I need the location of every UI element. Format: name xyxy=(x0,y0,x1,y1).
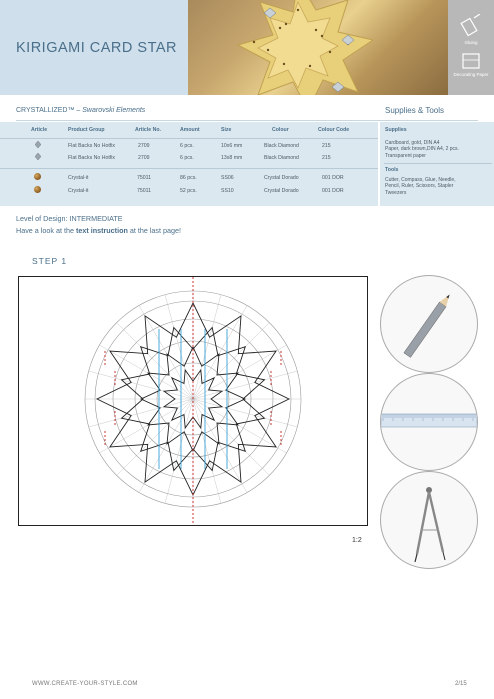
guide-ray xyxy=(117,323,193,399)
star-template-svg xyxy=(19,277,367,525)
ruler-icon xyxy=(381,374,477,470)
guide-ray xyxy=(89,399,193,427)
guide-ray xyxy=(193,399,269,475)
table-cell: 001 DOR xyxy=(322,188,344,194)
instruction-post: at the last page! xyxy=(127,226,182,235)
pencil-icon xyxy=(381,276,477,372)
table-cell: 2709 xyxy=(138,155,150,161)
table-cell: 10x6 mm xyxy=(221,143,243,149)
table-divider xyxy=(0,138,378,139)
page-title: KIRIGAMI CARD STAR xyxy=(16,40,177,56)
guide-ray xyxy=(89,371,193,399)
swarovski-subtitle: – Swarovski Elements xyxy=(74,107,146,114)
page-number: 2/15 xyxy=(455,681,467,687)
level-of-design: Level of Design: INTERMEDIATE xyxy=(16,214,123,223)
table-divider xyxy=(0,168,378,169)
decorating-paper-label: Decorating Paper xyxy=(453,72,489,77)
guide-ray xyxy=(117,399,193,475)
compass-icon xyxy=(381,472,477,568)
star-template-drawing xyxy=(18,276,368,526)
guide-ray xyxy=(193,399,221,503)
compass-illustration xyxy=(380,471,478,569)
table-cell: Black Diamond xyxy=(264,155,299,161)
black-diamond-gem-icon xyxy=(35,141,41,148)
table-cell: Crystal Dorado xyxy=(264,175,299,181)
scale-label: 1:2 xyxy=(352,537,362,544)
star-photo xyxy=(188,0,448,95)
pencil-illustration xyxy=(380,275,478,373)
table-cell: 52 pcs. xyxy=(180,188,197,194)
gold-star-image xyxy=(198,0,398,95)
table-cell: Crystal-it xyxy=(68,175,89,181)
supplies-panel xyxy=(380,122,494,206)
supplies-list xyxy=(385,140,489,159)
supplies-title: Supplies xyxy=(385,127,407,133)
tools-title: Tools xyxy=(385,167,399,173)
table-cell: 6 pcs. xyxy=(180,143,194,149)
col-header-article-no: Article No. xyxy=(135,127,161,133)
table-cell: SS06 xyxy=(221,175,234,181)
table-cell: 6 pcs. xyxy=(180,155,194,161)
table-cell: 75011 xyxy=(137,188,152,194)
table-cell: 215 xyxy=(322,143,331,149)
tool-item: Pencil, Ruler, Scissors, Stapler xyxy=(385,183,454,190)
crystallized-brand: CRYSTALLIZED™ xyxy=(16,107,75,114)
col-header-article: Article xyxy=(31,127,48,133)
table-cell: 75011 xyxy=(137,175,152,181)
table-cell: SS10 xyxy=(221,188,234,194)
guide-ray xyxy=(193,399,297,427)
supply-item: Cardboard, gold, DIN A4 xyxy=(385,140,440,146)
crystallized-heading xyxy=(16,107,145,114)
black-diamond-gem-icon xyxy=(35,153,41,160)
col-header-size: Size xyxy=(221,127,232,133)
table-cell: Flat Backs No Hotfix xyxy=(68,143,115,149)
tools-list xyxy=(385,177,489,196)
col-header-amount: Amount xyxy=(180,127,200,133)
table-cell: Crystal-it xyxy=(68,188,89,194)
col-header-colour-code: Colour Code xyxy=(318,127,350,133)
guide-ray xyxy=(193,371,297,399)
tool-item: Tweezers xyxy=(385,189,407,196)
table-cell: Flat Backs No Hotfix xyxy=(68,155,115,161)
table-cell: 215 xyxy=(322,155,331,161)
guide-ray xyxy=(193,323,269,399)
tool-item: Cutter, Compass, Glue, Needle, xyxy=(385,177,456,183)
instruction-note xyxy=(16,226,181,235)
supplies-tools-heading: Supplies & Tools xyxy=(385,106,444,115)
footer-website: WWW.CREATE-YOUR-STYLE.COM xyxy=(32,681,138,687)
col-header-colour: Colour xyxy=(272,127,289,133)
gluing-label: Gluing xyxy=(464,40,478,45)
instruction-link-text: text instruction xyxy=(75,226,128,235)
table-cell: 001 DOR xyxy=(322,175,344,181)
table-cell: Crystal Dorado xyxy=(264,188,299,194)
guide-ray xyxy=(165,295,193,399)
decorating-paper-icon xyxy=(454,50,488,82)
guide-ray xyxy=(193,295,221,399)
table-cell: 2709 xyxy=(138,143,150,149)
table-cell: 86 pcs. xyxy=(180,175,197,181)
table-cell: Black Diamond xyxy=(264,143,299,149)
instruction-pre: Have a look at the xyxy=(16,226,76,235)
crystal-dorado-gem-icon xyxy=(34,186,41,193)
supply-item: Transparent paper xyxy=(385,152,426,159)
supply-item: Paper, dark brown,DIN A4, 2 pcs. xyxy=(385,146,459,153)
supplies-divider xyxy=(384,163,492,164)
ruler-illustration xyxy=(380,373,478,471)
crystal-dorado-gem-icon xyxy=(34,173,41,180)
col-header-product-group: Product Group xyxy=(68,127,105,133)
table-cell: 13x8 mm xyxy=(221,155,243,161)
step-heading: STEP 1 xyxy=(32,256,68,266)
technique-icons xyxy=(448,0,494,95)
guide-ray xyxy=(165,399,193,503)
materials-table xyxy=(0,122,378,206)
